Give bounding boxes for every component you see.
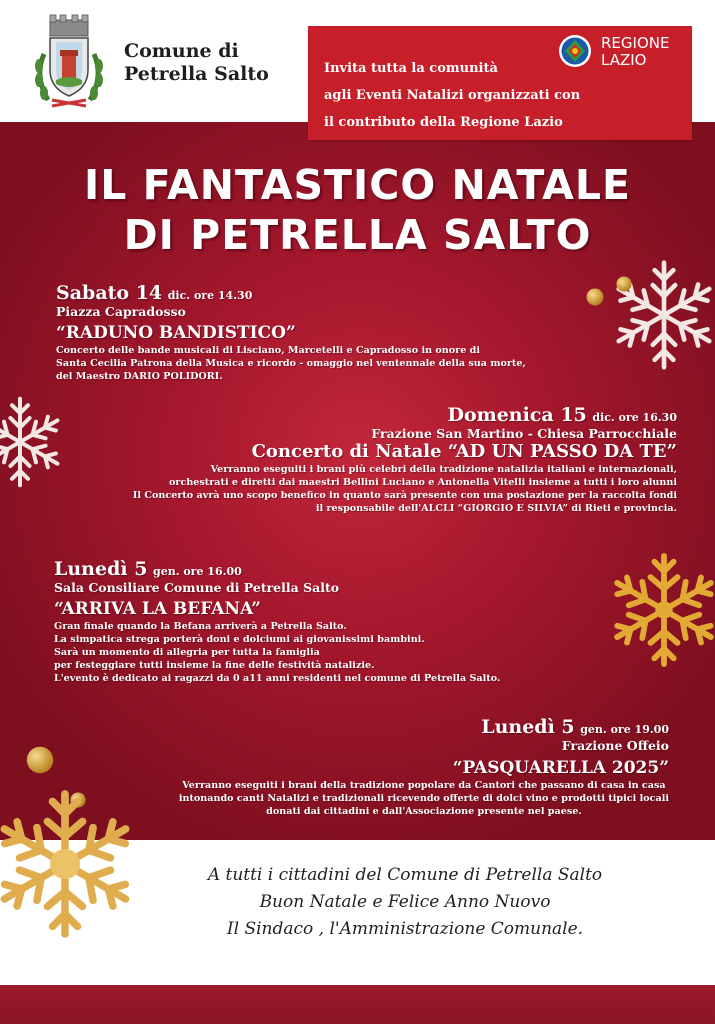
snowflake-icon [606,540,715,680]
event-day: Lunedì 5 [54,558,148,580]
municipality-name [124,40,269,86]
greeting-line: A tutti i cittadini del Comune di Petrella Salto [207,865,603,885]
event-description [179,779,669,818]
event-place: Frazione San Martino - Chiesa Parrocchiale [371,426,677,441]
region-label-line2: LAZIO [601,51,647,69]
description-line: Concerto delle bande musicali di Lisciano, Marcetelli e Capradosso in onore di [56,345,481,356]
event-date [179,716,669,738]
ornament-ball-icon [26,746,54,774]
invite-line: Invita tutta la comunità [324,61,498,76]
snowflake-icon [0,784,140,944]
snowflake-icon [608,240,715,390]
description-line: orchestrati e diretti dai maestri Bellini Luciano e Antonella Vitelli insieme a tutti i loro alunni [169,477,677,488]
description-line: Santa Cecilia Patrona della Musica e ricordo - omaggio nel ventennale della sua morte, [56,358,526,369]
event-day: Domenica 15 [447,404,587,426]
region-label-line1: REGIONE [601,34,670,52]
snowflake-icon [0,394,68,490]
event-name: “ARRIVA LA BEFANA” [54,599,261,619]
invite-text [324,55,580,136]
description-line: Il Concerto avrà uno scopo benefico in quanto sarà presente con una postazione per la raccolta fondi [132,490,677,501]
description-line: Verranno eseguiti i brani più celebri della tradizione natalizia italiani e internazionali, [210,464,677,475]
event-time: gen. ore 16.00 [153,565,242,578]
event-description [54,620,500,685]
description-line: del Maestro DARIO POLIDORI. [56,371,223,382]
description-line: il responsabile dell'ALCLI “GIORGIO E SILVIA” di Rieti e provincia. [315,503,677,514]
invite-box [308,26,692,140]
event-time: dic. ore 14.30 [167,289,253,302]
description-line: donati dai cittadini e dall'Associazione presente nel paese. [266,806,582,817]
event-card [133,404,677,515]
description-line: intonando canti Natalizi e tradizionali ricevendo offerte di dolci vino e prodotti tipici locali [178,793,669,804]
municipality-name-line1: Comune di [124,40,239,62]
coat-of-arms-icon [30,14,108,110]
event-date [133,404,677,426]
description-line: Verranno eseguiti i brani della tradizione popolare da Cantori che passano di casa in casa [182,780,666,791]
page-title [0,160,715,260]
event-time: gen. ore 19.00 [580,723,669,736]
event-description [56,344,526,383]
description-line: Sarà un momento di allegria per tutta la famiglia [54,647,320,658]
title-line2: DI PETRELLA SALTO [123,211,592,259]
invite-line: agli Eventi Natalizi organizzati con [324,88,581,103]
event-day: Sabato 14 [56,282,163,304]
description-line: Gran finale quando la Befana arriverà a Petrella Salto. [54,621,347,632]
invite-line: il contributo della Regione Lazio [324,115,563,130]
description-line: La simpatica strega porterà doni e dolciumi ai giovanissimi bambini. [54,634,425,645]
event-place: Piazza Capradosso [56,304,186,319]
event-date [56,282,526,304]
title-line1: IL FANTASTICO NATALE [84,161,631,209]
greeting-line: Il Sindaco , l'Amministrazione Comunale. [226,919,584,939]
event-name: “RADUNO BANDISTICO” [56,323,296,343]
event-place: Sala Consiliare Comune di Petrella Salto [54,580,340,595]
greeting-text [120,862,690,943]
event-description [133,463,677,515]
event-card [54,558,500,685]
event-card [179,716,669,818]
description-line: L'evento è dedicato ai ragazzi da 0 a11 anni residenti nel comune di Petrella Salto. [54,673,501,684]
municipality-name-line2: Petrella Salto [124,63,269,85]
ornament-ball-icon [586,288,604,306]
description-line: per festeggiare tutti insieme la fine delle festività natalizie. [54,660,375,671]
event-name: Concerto di Natale “AD UN PASSO DA TE” [251,441,677,462]
region-label [601,35,669,69]
event-time: dic. ore 16.30 [592,411,677,424]
event-place: Frazione Offeio [561,738,669,753]
event-card [56,282,526,383]
event-day: Lunedì 5 [481,716,575,738]
event-date [54,558,500,580]
greeting-line: Buon Natale e Felice Anno Nuovo [259,892,551,912]
ornament-ball-icon [616,276,632,292]
footer-strip [0,985,715,1024]
event-name: “PASQUARELLA 2025” [452,758,669,778]
